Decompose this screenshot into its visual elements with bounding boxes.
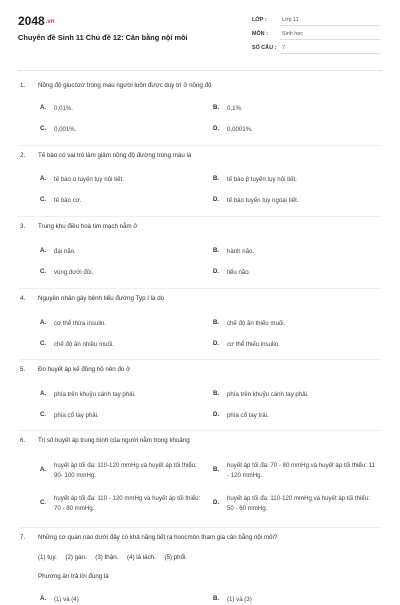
- option-letter: D.: [213, 125, 220, 132]
- option-letter: A.: [40, 390, 47, 397]
- option-text: phía trên khuỷu cánh tay phải.: [227, 391, 309, 398]
- question-items: (1) tụy. (2) gan. (3) thận. (4) lá lách. (5) phổi.: [38, 554, 188, 561]
- option-letter: A.: [40, 466, 47, 473]
- logo-text: 2048: [18, 14, 45, 28]
- option-text: (1) và (3): [227, 596, 252, 603]
- option-text: 0,01%.: [54, 105, 73, 112]
- question-number: 5.: [20, 366, 26, 373]
- option-text: hành não.: [227, 248, 255, 255]
- option-text: vùng dưới đồi.: [54, 269, 94, 276]
- meta-count-label: SỐ CÂU :: [252, 45, 277, 51]
- option-letter: D.: [213, 411, 220, 418]
- question-text: Trị số huyết áp trung bình của người nằm trong khoảng: [38, 437, 190, 444]
- option-letter: B.: [213, 319, 220, 326]
- option-letter: C.: [40, 499, 47, 506]
- question-divider: [18, 359, 382, 360]
- option-text: (1) và (4): [54, 596, 79, 603]
- question-text: Nồng độ glucôzơ trong máu người luôn được duy trì ở nồng độ: [38, 82, 212, 89]
- option-letter: C.: [40, 340, 47, 347]
- option-text: huyết áp tối đa: 110 - 120 mmHg và huyết áp tối thiểu: 70 - 80 mmHg.: [54, 495, 201, 512]
- option-letter: C.: [40, 196, 47, 203]
- option-letter: C.: [40, 125, 47, 132]
- option-letter: B.: [213, 466, 220, 473]
- meta-underline: [280, 53, 380, 54]
- question-number: 3.: [20, 223, 26, 230]
- option-letter: B.: [213, 104, 220, 111]
- option-text: tế bào cơ.: [54, 197, 82, 204]
- option-text: chế độ ăn thiếu muối.: [227, 320, 286, 327]
- option-text: cơ thể thiếu insulin.: [227, 341, 280, 348]
- option-text: huyết áp tối đa: 110-120 mmHg và huyết áp tối thiểu: 90- 100 mmHg.: [54, 462, 197, 479]
- meta-underline: [280, 25, 380, 26]
- question-number: 1.: [20, 82, 26, 89]
- option-letter: C.: [40, 411, 47, 418]
- answer-prompt: Phương án trả lời đúng là: [38, 573, 109, 580]
- question-divider: [18, 216, 382, 217]
- document-header: [0, 0, 400, 70]
- option-text: cơ thể thừa insulin.: [54, 320, 107, 327]
- option-text: đại não.: [54, 248, 76, 255]
- header-divider: [18, 70, 382, 71]
- question-text: Đo huyết áp kế đồng hồ nên đo ở: [38, 366, 131, 373]
- option-letter: D.: [213, 268, 220, 275]
- option-letter: A.: [40, 247, 47, 254]
- question-text: Tế bào có vai trò làm giảm nồng độ đường trong máu là: [38, 152, 192, 159]
- option-letter: D.: [213, 196, 220, 203]
- option-text: phía trên khuỷu cánh tay phải.: [54, 391, 136, 398]
- option-letter: D.: [213, 340, 220, 347]
- option-letter: B.: [213, 595, 220, 602]
- meta-count-value: 7: [282, 45, 285, 51]
- option-letter: A.: [40, 319, 47, 326]
- meta-underline: [280, 39, 380, 40]
- question-number: 4.: [20, 295, 26, 302]
- option-letter: B.: [213, 247, 220, 254]
- question-divider: [18, 527, 382, 528]
- logo-suffix: .vn: [45, 18, 55, 25]
- meta-subject-label: MÔN :: [252, 31, 268, 37]
- site-logo[interactable]: [18, 14, 54, 28]
- option-letter: B.: [213, 175, 220, 182]
- option-letter: A.: [40, 595, 47, 602]
- document-title: Chuyên đề Sinh 11 Chủ đề 12: Cân bằng nội môi: [18, 33, 188, 42]
- option-letter: B.: [213, 390, 220, 397]
- option-text: phía cổ tay phải.: [54, 412, 99, 419]
- question-number: 6.: [20, 437, 26, 444]
- question-number: 2.: [20, 152, 26, 159]
- meta-subject-value: Sinh học: [282, 31, 303, 37]
- option-text: tế bào α tuyến tụy nội tiết.: [54, 176, 124, 183]
- option-text: huyết áp tối đa: 70 - 80 mmHg và huyết áp tối thiểu: 11 - 120 mmHg.: [227, 462, 375, 479]
- question-number: 7.: [20, 534, 26, 541]
- question-text: Những cơ quan nào dưới đây có khả năng tiết ra hoocmôn tham gia cân bằng nội môi?: [38, 534, 278, 541]
- option-text: tế bào β tuyến tụy nội tiết.: [227, 176, 297, 183]
- option-text: 0,0001%.: [227, 126, 253, 133]
- option-text: tế bào tuyến tụy ngoại tiết.: [227, 197, 299, 204]
- option-letter: D.: [213, 499, 220, 506]
- option-letter: C.: [40, 268, 47, 275]
- question-text: Trung khu điều hoà tim mạch nằm ở: [38, 223, 138, 230]
- option-letter: A.: [40, 104, 47, 111]
- option-text: 0,001%.: [54, 126, 77, 133]
- option-letter: A.: [40, 175, 47, 182]
- question-text: Nguyên nhân gây bệnh tiểu đường Typ I là do: [38, 295, 165, 302]
- meta-grade-value: Lớp 11: [282, 17, 299, 23]
- option-text: 0,1%.: [227, 105, 243, 112]
- meta-grade-label: LỚP :: [252, 17, 267, 23]
- option-text: tiểu não.: [227, 269, 251, 276]
- option-text: phía cổ tay trái.: [227, 412, 269, 419]
- question-divider: [18, 430, 382, 431]
- option-text: huyết áp tối đa: 110-120 mmHg và huyết áp tối thiểu: 50 - 60 mmHg.: [227, 495, 370, 512]
- question-divider: [18, 145, 382, 146]
- question-divider: [18, 288, 382, 289]
- option-text: chế độ ăn nhiều muối.: [54, 341, 114, 348]
